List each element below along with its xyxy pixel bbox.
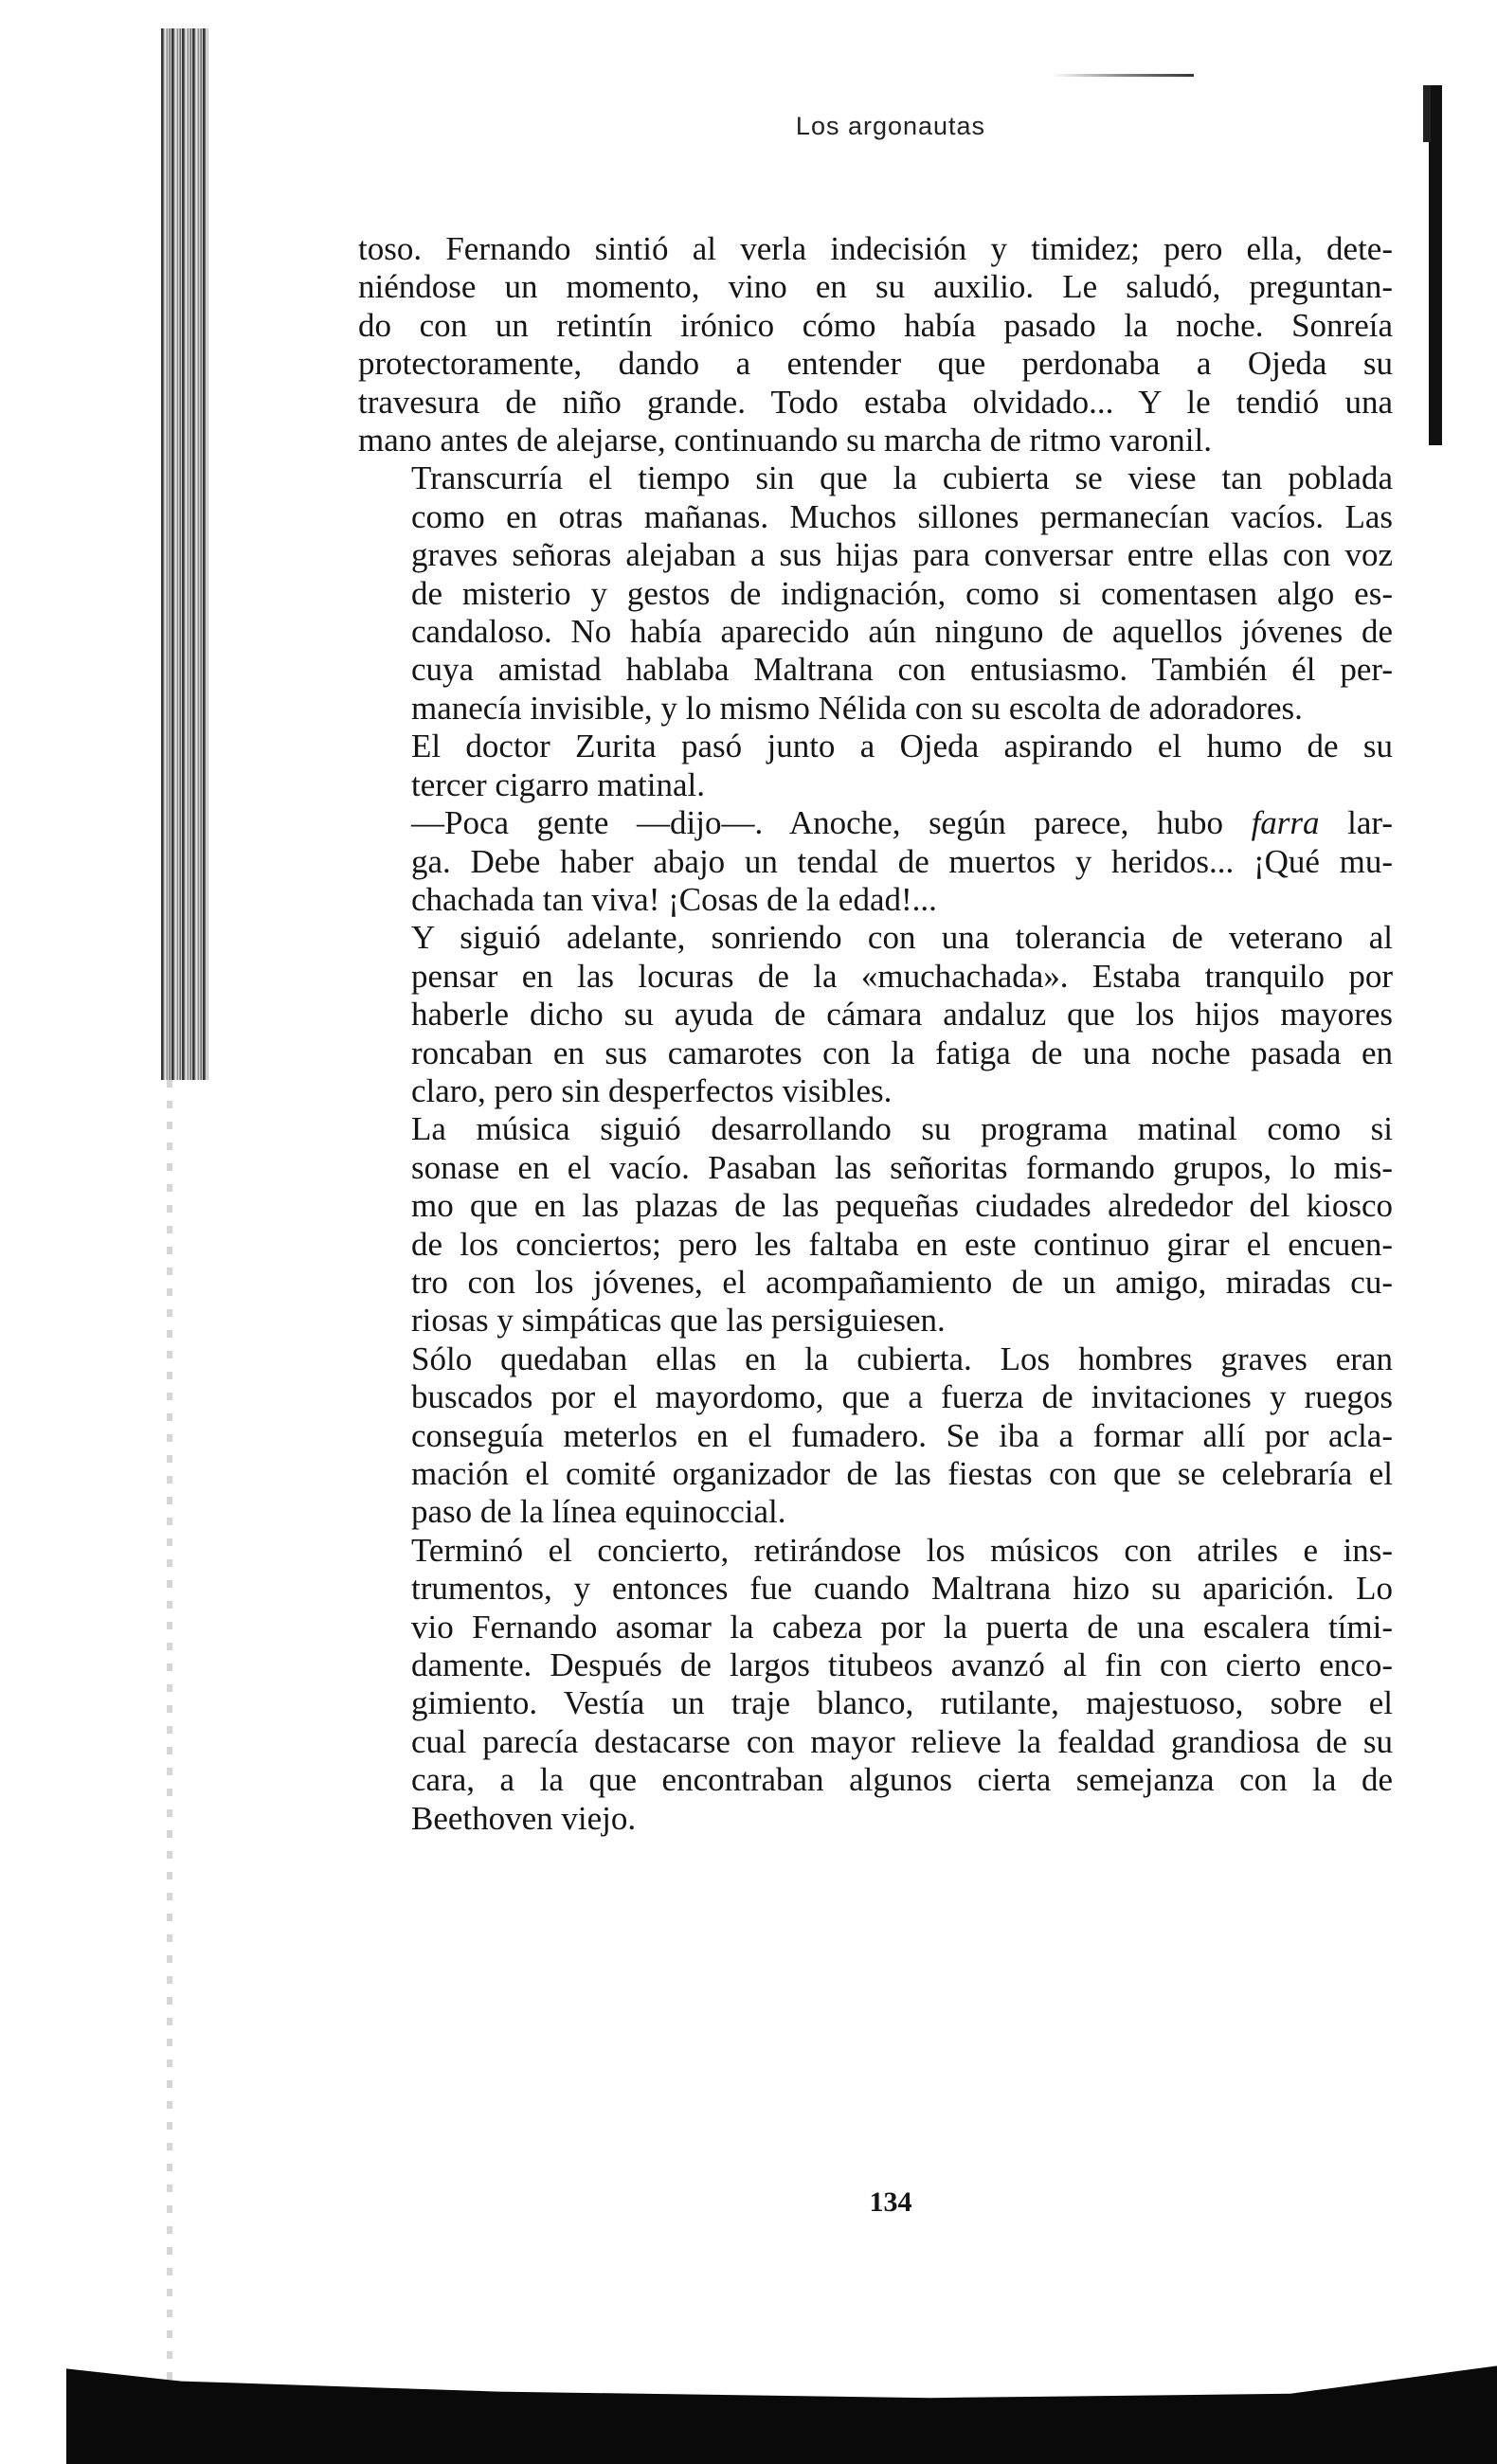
body-text xyxy=(358,230,1393,1838)
text-line: ga. Debe haber abajo un tendal de muertos y heridos... ¡Qué mu- xyxy=(411,842,1393,880)
text-line: tercer cigarro matinal. xyxy=(411,765,705,803)
paragraph xyxy=(358,1340,1393,1532)
text-line: damente. Después de largos titubeos avanzó al fin con cierto enco- xyxy=(411,1646,1393,1684)
text-line: paso de la línea equinoccial. xyxy=(411,1493,786,1531)
text-line: buscados por el mayordomo, que a fuerza de invitaciones y ruegos xyxy=(411,1378,1393,1416)
text-line: Terminó el concierto, retirándose los músicos con atriles e ins- xyxy=(411,1531,1393,1569)
text-line: de los conciertos; pero les faltaba en este continuo girar el encuen- xyxy=(411,1225,1393,1263)
text-line: trumentos, y entonces fue cuando Maltrana hizo su aparición. Lo xyxy=(411,1570,1393,1608)
paragraph xyxy=(358,230,1393,459)
text-line: riosas y simpáticas que las persiguiesen. xyxy=(411,1302,946,1340)
paragraph xyxy=(358,804,1393,919)
scan-bottom-shadow xyxy=(66,2302,1497,2464)
text-line: conseguía meterlos en el fumadero. Se iba a formar allí por acla- xyxy=(411,1416,1393,1454)
text-line: Transcurría el tiempo sin que la cubierta se viese tan poblada xyxy=(411,459,1393,497)
text-line: cuya amistad hablaba Maltrana con entusiasmo. También él per- xyxy=(411,651,1393,689)
text-line: do con un retintín irónico cómo había pasado la noche. Sonreía xyxy=(358,306,1393,344)
text-line: mación el comité organizador de las fiestas con que se celebraría el xyxy=(411,1455,1393,1492)
text-line: vio Fernando asomar la cabeza por la puerta de una escalera tími- xyxy=(411,1608,1393,1646)
text-line: mo que en las plazas de las pequeñas ciudades alrededor del kiosco xyxy=(411,1187,1393,1225)
text-line: travesura de niño grande. Todo estaba olvidado... Y le tendió una xyxy=(358,383,1393,421)
italic-word: farra xyxy=(1251,804,1320,842)
text-line: candaloso. No había aparecido aún ninguno de aquellos jóvenes de xyxy=(411,613,1393,651)
text-line: manecía invisible, y lo mismo Nélida con su escolta de adoradores. xyxy=(411,689,1303,727)
binding-shadow xyxy=(161,28,208,1080)
text-line: Sólo quedaban ellas en la cubierta. Los hombres graves eran xyxy=(411,1340,1393,1377)
paragraph xyxy=(358,919,1393,1110)
text-line: de misterio y gestos de indignación, como si comentasen algo es- xyxy=(411,574,1393,612)
text-line: La música siguió desarrollando su programa matinal como si xyxy=(411,1110,1393,1148)
paragraph xyxy=(358,459,1393,728)
text-line: —Poca gente —dijo—. Anoche, según parece, hubo farra lar- xyxy=(411,804,1393,842)
text-line: claro, pero sin desperfectos visibles. xyxy=(411,1071,893,1109)
paragraph xyxy=(358,728,1393,804)
text-line: cual parecía destacarse con mayor relieve la fealdad grandiosa de su xyxy=(411,1722,1393,1760)
text-line: toso. Fernando sintió al verla indecisión y timidez; pero ella, dete- xyxy=(358,230,1393,267)
text-line: Y siguió adelante, sonriendo con una tolerancia de veterano al xyxy=(411,919,1393,957)
text-line: El doctor Zurita pasó junto a Ojeda aspirando el humo de su xyxy=(411,728,1393,765)
text-line: chachada tan viva! ¡Cosas de la edad!... xyxy=(411,880,937,918)
paragraph xyxy=(358,1110,1393,1340)
text-line: roncaban en sus camarotes con la fatiga de una noche pasada en xyxy=(411,1034,1393,1071)
running-head: Los argonautas xyxy=(795,112,986,140)
text-line: haberle dicho su ayuda de cámara andaluz que los hijos mayores xyxy=(411,996,1393,1034)
text-line: graves señoras alejaban a sus hijas para conversar entre ellas con voz xyxy=(411,536,1393,574)
page-number: 134 xyxy=(869,2186,912,2218)
text-line: protectoramente, dando a entender que perdonaba a Ojeda su xyxy=(358,345,1393,383)
text-line: gimiento. Vestía un traje blanco, rutilante, majestuoso, sobre el xyxy=(411,1684,1393,1722)
text-line: Beethoven viejo. xyxy=(411,1799,637,1837)
text-line: sonase en el vacío. Pasaban las señoritas formando grupos, lo mis- xyxy=(411,1148,1393,1186)
paragraph xyxy=(358,1532,1393,1838)
scan-smudge xyxy=(1052,74,1194,77)
text-line: pensar en las locuras de la «muchachada». Estaba tranquilo por xyxy=(411,957,1393,995)
text-line: cara, a la que encontraban algunos cierta semejanza con la de xyxy=(411,1761,1393,1799)
text-line: como en otras mañanas. Muchos sillones permanecían vacíos. Las xyxy=(411,497,1393,535)
text-line: mano antes de alejarse, continuando su marcha de ritmo varonil. xyxy=(358,422,1212,459)
text-line: tro con los jóvenes, el acompañamiento de un amigo, miradas cu- xyxy=(411,1263,1393,1301)
text-line: niéndose un momento, vino en su auxilio. Le saludó, preguntan- xyxy=(358,268,1393,306)
